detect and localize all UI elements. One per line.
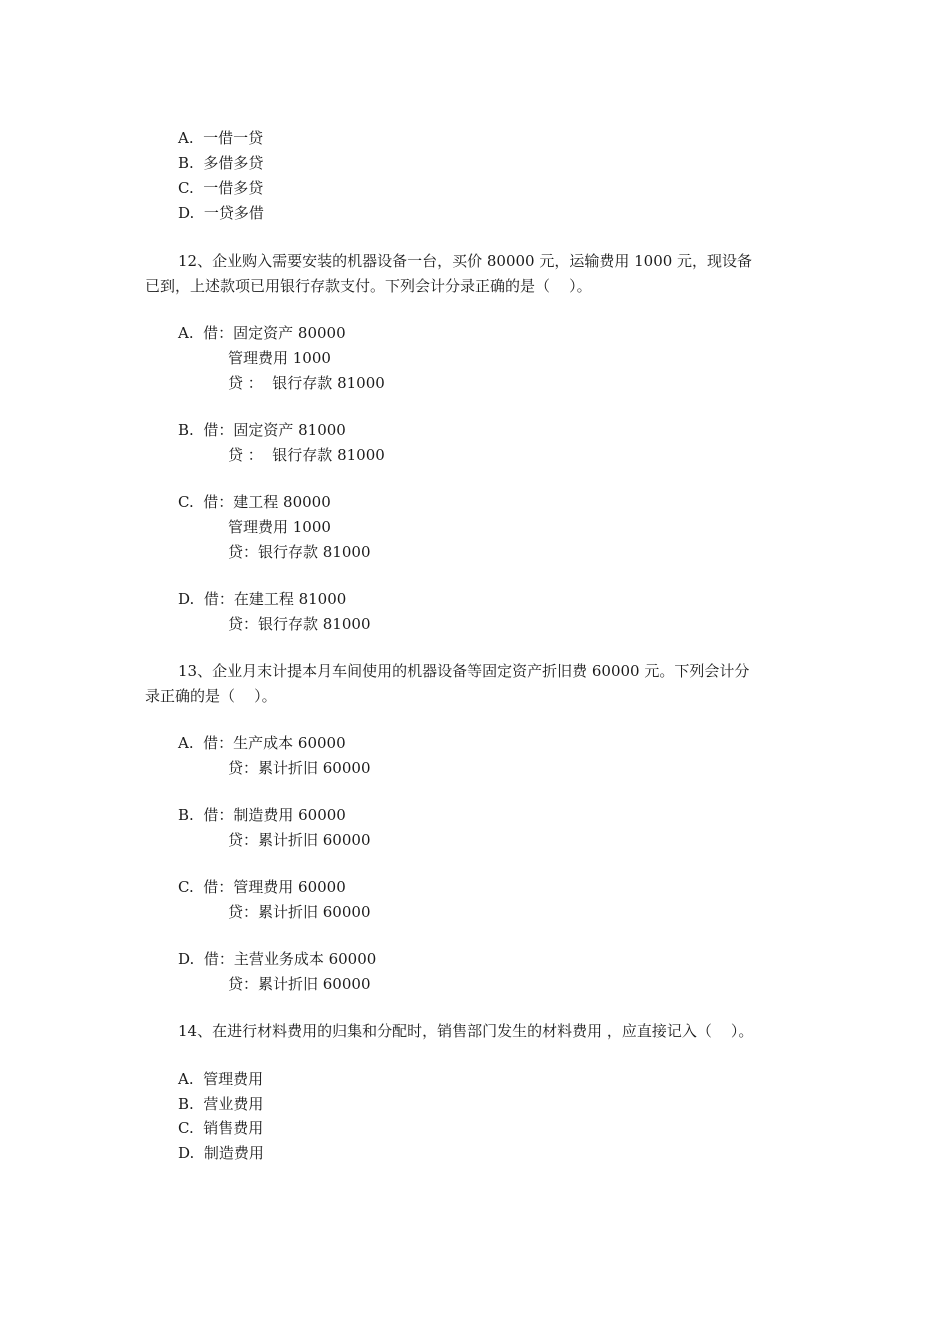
option-letter: D. (178, 1144, 195, 1162)
option-letter: B. (178, 1095, 194, 1113)
entry-line: 借：管理费用 60000 (203, 878, 346, 896)
option-text: 一贷多借 (203, 204, 264, 222)
option-letter: C. (178, 493, 194, 511)
option-text: 销售费用 (203, 1119, 264, 1137)
option-letter: A. (178, 129, 194, 147)
option-letter: B. (178, 806, 194, 824)
q12-option-c-line3: 贷：银行存款 81000 (228, 543, 371, 561)
q14-option-a (178, 1069, 263, 1089)
q13-option-c (178, 877, 346, 897)
q13-option-d-line2: 贷：累计折旧 60000 (228, 975, 371, 993)
entry-line: 借：固定资产 80000 (203, 324, 346, 342)
q14-stem-line1: 14、在进行材料费用的归集和分配时，销售部门发生的材料费用 ，应直接记入（ ）。 (178, 1022, 754, 1040)
q12-option-a-line3: 贷 ： 银行存款 81000 (228, 374, 385, 392)
q11-option-b (178, 153, 263, 173)
q14-option-b (178, 1094, 263, 1114)
option-letter: B. (178, 421, 194, 439)
entry-line: 借：主营业务成本 60000 (203, 950, 377, 968)
q12-option-b (178, 420, 346, 440)
q11-option-d (178, 203, 264, 223)
q12-option-a-line2: 管理费用 1000 (228, 349, 331, 367)
option-text: 一借多贷 (203, 179, 264, 197)
q12-stem-line2: 已到，上述款项已用银行存款支付。下列会计分录正确的是（ ）。 (145, 277, 592, 295)
q13-option-b (178, 805, 346, 825)
option-letter: D. (178, 204, 195, 222)
option-text: 营业费用 (203, 1095, 264, 1113)
option-letter: C. (178, 179, 194, 197)
q12-option-d-line2: 贷：银行存款 81000 (228, 615, 371, 633)
option-letter: D. (178, 590, 195, 608)
option-letter: C. (178, 1119, 194, 1137)
q11-option-c (178, 178, 263, 198)
q12-option-a (178, 323, 346, 343)
q12-option-d (178, 589, 346, 609)
option-text: 多借多贷 (203, 154, 264, 172)
option-letter: A. (178, 1070, 194, 1088)
entry-line: 借：建工程 80000 (203, 493, 331, 511)
q14-option-d (178, 1143, 264, 1163)
q13-option-c-line2: 贷：累计折旧 60000 (228, 903, 371, 921)
option-letter: D. (178, 950, 195, 968)
option-letter: A. (178, 324, 194, 342)
option-text: 管理费用 (203, 1070, 264, 1088)
entry-line: 借：生产成本 60000 (203, 734, 346, 752)
entry-line: 借：制造费用 60000 (203, 806, 346, 824)
q12-option-c (178, 492, 331, 512)
option-text: 制造费用 (203, 1144, 264, 1162)
option-letter: C. (178, 878, 194, 896)
q12-option-b-line2: 贷 ： 银行存款 81000 (228, 446, 385, 464)
q12-option-c-line2: 管理费用 1000 (228, 518, 331, 536)
q13-stem-line1: 13、企业月末计提本月车间使用的机器设备等固定资产折旧费 60000 元。下列会计分 (178, 662, 750, 680)
q12-stem-line1: 12、企业购入需要安装的机器设备一台，买价 80000 元，运输费用 1000 元，现设备 (178, 252, 753, 270)
entry-line: 借：在建工程 81000 (203, 590, 347, 608)
q13-option-d (178, 949, 376, 969)
option-letter: A. (178, 734, 194, 752)
q13-stem-line2: 录正确的是（ ）。 (145, 687, 277, 705)
q13-option-b-line2: 贷：累计折旧 60000 (228, 831, 371, 849)
option-letter: B. (178, 154, 194, 172)
q13-option-a (178, 733, 346, 753)
option-text: 一借一贷 (203, 129, 264, 147)
q13-option-a-line2: 贷：累计折旧 60000 (228, 759, 371, 777)
entry-line: 借：固定资产 81000 (203, 421, 346, 439)
q11-option-a (178, 128, 263, 148)
q14-option-c (178, 1118, 263, 1138)
